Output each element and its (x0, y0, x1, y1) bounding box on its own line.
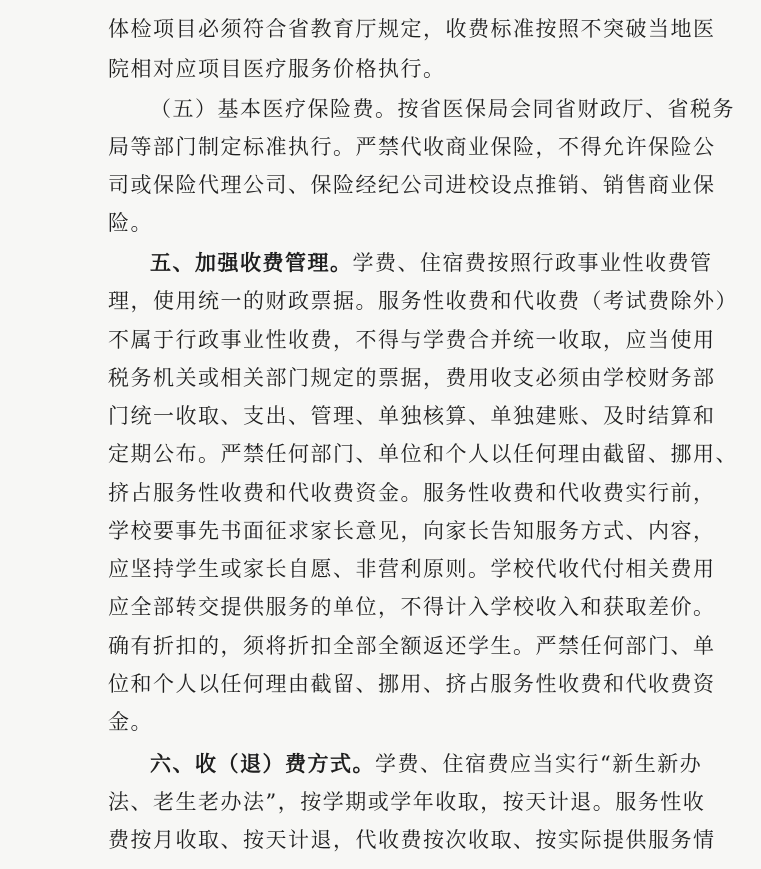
text-line: （五）基本医疗保险费。按省医保局会同省财政厅、省税务 (150, 97, 735, 121)
text-line: 应坚持学生或家长自愿、非营利原则。学校代收代付相关费用 (108, 557, 716, 581)
text-line: 学校要事先书面征求家长意见，向家长告知服务方式、内容， (108, 519, 716, 543)
text-line: 理，使用统一的财政票据。服务性收费和代收费（考试费除外） (108, 289, 738, 313)
text-line: 确有折扣的，须将折扣全部全额返还学生。严禁任何部门、单 (108, 634, 716, 658)
text-line: 法、老生老办法”，按学期或学年收取，按天计退。服务性收 (108, 790, 706, 814)
text-line: 位和个人以任何理由截留、挪用、挤占服务性收费和代收费资 (108, 672, 716, 696)
section-text: 学费、住宿费按照行政事业性收费管 (352, 251, 713, 275)
section-line (150, 747, 703, 781)
text-line: 挤占服务性收费和代收费资金。服务性收费和代收费实行前， (108, 481, 716, 505)
text-line: 不属于行政事业性收费，不得与学费合并统一收取，应当使用 (108, 328, 716, 352)
text-line: 司或保险代理公司、保险经纪公司进校设点推销、销售商业保 (108, 173, 716, 197)
section-heading: 五、加强收费管理。 (150, 250, 353, 275)
text-line: 险。 (108, 211, 153, 235)
text-line: 费按月收取、按天计退，代收费按次收取、按实际提供服务情 (108, 828, 716, 852)
text-line: 院相对应项目医疗服务价格执行。 (108, 57, 446, 81)
text-line: 体检项目必须符合省教育厅规定，收费标准按照不突破当地医 (108, 17, 716, 41)
text-line: 门统一收取、支出、管理、单独核算、单独建账、及时结算和 (108, 404, 716, 428)
text-line: 税务机关或相关部门规定的票据，费用收支必须由学校财务部 (108, 366, 716, 390)
text-line: 金。 (108, 710, 153, 734)
text-line: 定期公布。严禁任何部门、单位和个人以任何理由截留、挪用、 (108, 442, 738, 466)
section-text: 学费、住宿费应当实行“新生新办 (375, 752, 703, 776)
text-line: 局等部门制定标准执行。严禁代收商业保险，不得允许保险公 (108, 135, 716, 159)
section-line (150, 246, 713, 280)
text-line: 应全部转交提供服务的单位，不得计入学校收入和获取差价。 (108, 595, 716, 619)
section-heading: 六、收（退）费方式。 (150, 751, 375, 776)
